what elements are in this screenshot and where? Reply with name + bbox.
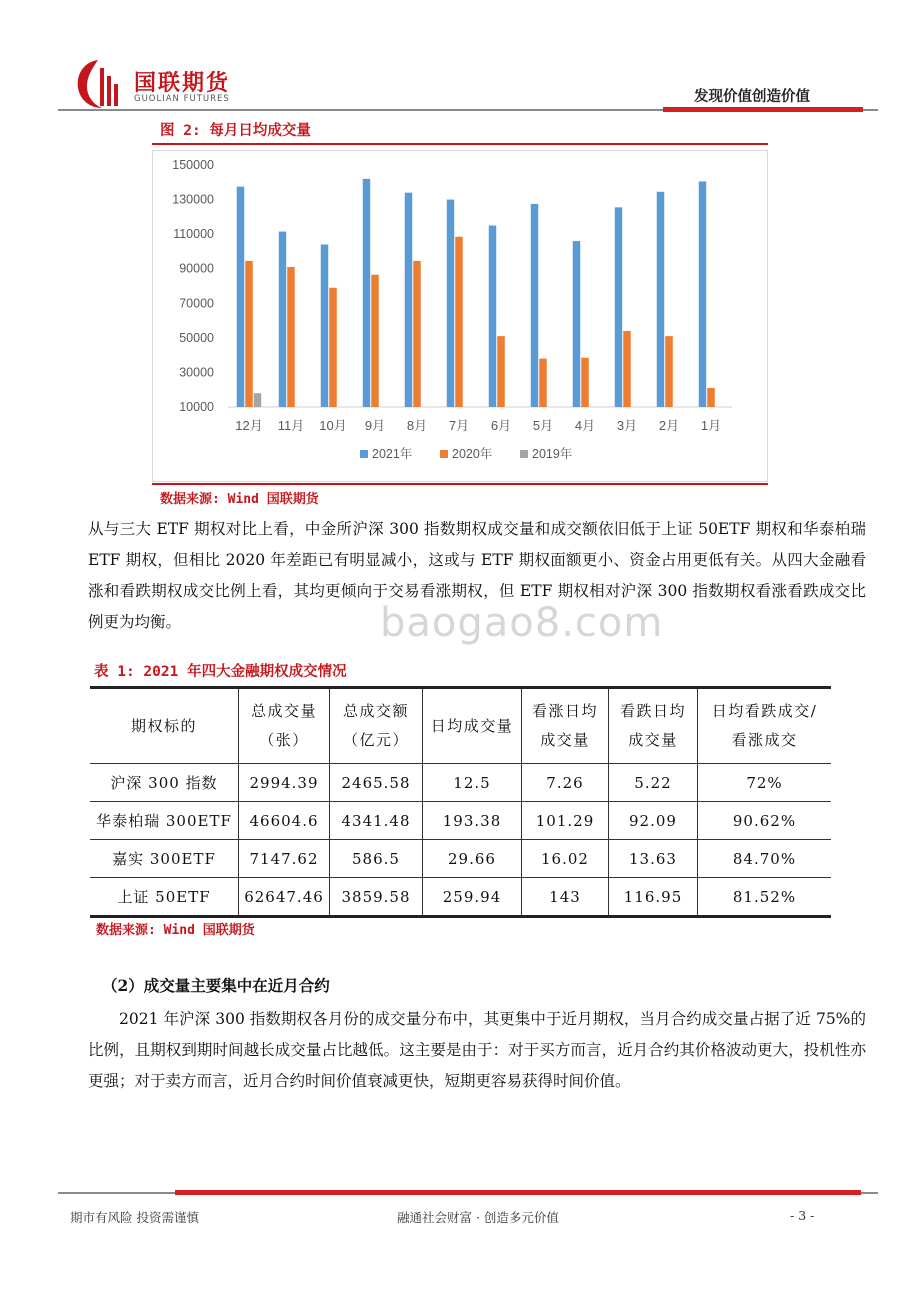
bar: [623, 331, 631, 407]
col-header-put-daily-volume: 看跌日均 成交量: [609, 688, 698, 764]
col-header-daily-volume: 日均成交量: [423, 688, 522, 764]
bar: [321, 245, 329, 407]
legend-swatch: [520, 450, 528, 458]
table-row: [90, 802, 831, 840]
table-source-note: 数据来源: Wind 国联期货: [96, 923, 255, 938]
table-cell: 嘉实 300ETF: [90, 840, 239, 878]
bar: [489, 226, 497, 408]
table-cell: 29.66: [423, 840, 522, 878]
col-header-total-volume: 总成交量 （张）: [239, 688, 330, 764]
legend-swatch: [360, 450, 368, 458]
x-tick-label: 4月: [574, 418, 596, 433]
x-tick-label: 1月: [700, 418, 722, 433]
x-tick-label: 9月: [364, 418, 386, 433]
legend-label: 2020年: [452, 447, 493, 461]
col-header-underlying: 期权标的: [90, 688, 239, 764]
footer-accent-bar: [175, 1190, 861, 1195]
y-tick-label: 50000: [179, 330, 214, 345]
footer-risk-notice: 期市有风险 投资需谨慎: [70, 1210, 199, 1225]
logo-chinese-text: 国联期货: [134, 71, 231, 96]
bar: [455, 237, 463, 407]
table-row: [90, 764, 831, 802]
bar: [245, 261, 253, 407]
table-cell: 62647.46: [239, 878, 330, 917]
figure-bottom-rule: [152, 483, 768, 485]
bar: [615, 207, 623, 407]
bar: [329, 288, 337, 407]
table-cell: 沪深 300 指数: [90, 764, 239, 802]
bar: [497, 336, 505, 407]
bar: [363, 179, 371, 407]
table-cell: 2465.58: [330, 764, 423, 802]
table-cell: 3859.58: [330, 878, 423, 917]
table-cell: 46604.6: [239, 802, 330, 840]
options-volume-table: [90, 686, 831, 918]
bar: [287, 267, 295, 407]
table-cell: 5.22: [609, 764, 698, 802]
table-cell: 16.02: [522, 840, 609, 878]
table-header-row: [90, 688, 831, 764]
legend-label: 2021年: [372, 447, 413, 461]
table-cell: 90.62%: [698, 802, 832, 840]
legend-label: 2019年: [532, 447, 573, 461]
y-tick-label: 90000: [179, 261, 214, 276]
table-cell: 华泰柏瑞 300ETF: [90, 802, 239, 840]
table-row: [90, 840, 831, 878]
header-slogan: 发现价值创造价值: [694, 89, 810, 105]
y-tick-label: 70000: [179, 296, 214, 311]
y-tick-label: 30000: [179, 365, 214, 380]
table-cell: 7147.62: [239, 840, 330, 878]
table-cell: 116.95: [609, 878, 698, 917]
header-accent-bar: [663, 107, 863, 112]
bar: [573, 241, 581, 407]
figure-title: 图 2: 每月日均成交量: [160, 123, 311, 139]
table-cell: 4341.48: [330, 802, 423, 840]
table-cell: 7.26: [522, 764, 609, 802]
x-tick-label: 12月: [235, 418, 263, 433]
x-tick-label: 6月: [490, 418, 512, 433]
table-cell: 193.38: [423, 802, 522, 840]
bar: [279, 232, 287, 407]
body-paragraph-etf-comparison: 从与三大 ETF 期权对比上看，中金所沪深 300 指数期权成交量和成交额依旧低于上证 50ETF 期权和华泰柏瑞 ETF 期权，但相比 2020 年差距已有明显减小，这或与 ETF 期权面额更小、资金占用更低有关。从四大金融看涨和看跌期权成交比例上看，其均更倾向于交易看涨期权，但 ETF 期权相对沪深 300 指数期权看涨看跌成交比例更为均衡。: [88, 520, 866, 631]
watermark-text: baogao8.com: [380, 600, 664, 646]
bar: [699, 181, 707, 407]
table-cell: 13.63: [609, 840, 698, 878]
col-header-call-daily-volume: 看涨日均 成交量: [522, 688, 609, 764]
bar: [237, 187, 245, 407]
bar: [254, 393, 262, 407]
x-tick-label: 2月: [658, 418, 680, 433]
bar: [665, 336, 673, 407]
table-cell: 2994.39: [239, 764, 330, 802]
y-tick-label: 150000: [172, 158, 214, 172]
table-row: [90, 878, 831, 917]
x-tick-label: 3月: [616, 418, 638, 433]
y-tick-label: 10000: [179, 400, 214, 414]
y-tick-label: 110000: [173, 227, 214, 242]
y-tick-label: 130000: [172, 192, 214, 207]
footer-motto: 融通社会财富 · 创造多元价值: [397, 1210, 559, 1225]
table-cell: 81.52%: [698, 878, 832, 917]
x-tick-label: 7月: [448, 418, 470, 433]
table-cell: 上证 50ETF: [90, 878, 239, 917]
bar: [707, 388, 715, 407]
table-cell: 586.5: [330, 840, 423, 878]
x-tick-label: 5月: [532, 418, 554, 433]
figure-source-note: 数据来源: Wind 国联期货: [160, 492, 319, 507]
col-header-total-turnover: 总成交额 （亿元）: [330, 688, 423, 764]
daily-volume-bar-chart: [152, 150, 768, 482]
table-cell: 12.5: [423, 764, 522, 802]
bar: [531, 204, 539, 407]
col-header-put-call-ratio: 日均看跌成交/ 看涨成交: [698, 688, 832, 764]
table-cell: 72%: [698, 764, 832, 802]
figure-title-rule: [152, 143, 768, 145]
bar: [581, 358, 589, 407]
logo-english-text: GUOLIAN FUTURES: [134, 94, 230, 104]
bar: [413, 261, 421, 407]
body-paragraph-near-month: 2021 年沪深 300 指数期权各月份的成交量分布中，其更集中于近月期权，当月合约成交量占据了近 75%的比例，且期权到期时间越长成交量占比越低。这主要是由于：对于买方而言，近月合约其价格波动更大，投机性亦更强；对于卖方而言，近月合约时间价值衰减更快，短期更容易获得时间价值。: [88, 1010, 866, 1090]
table-cell: 143: [522, 878, 609, 917]
legend-swatch: [440, 450, 448, 458]
guolian-logo-icon: [74, 58, 122, 110]
table-title: 表 1: 2021 年四大金融期权成交情况: [94, 664, 347, 680]
section-heading: （2）成交量主要集中在近月合约: [102, 976, 330, 995]
table-cell: 92.09: [609, 802, 698, 840]
bar: [657, 192, 665, 407]
bar: [405, 193, 413, 407]
page-number: - 3 -: [790, 1208, 815, 1223]
table-cell: 84.70%: [698, 840, 832, 878]
x-tick-label: 11月: [277, 418, 305, 433]
bar: [371, 275, 379, 407]
x-tick-label: 8月: [406, 418, 428, 433]
table-cell: 259.94: [423, 878, 522, 917]
bar: [447, 200, 455, 407]
bar: [539, 359, 547, 407]
x-tick-label: 10月: [319, 418, 347, 433]
table-cell: 101.29: [522, 802, 609, 840]
